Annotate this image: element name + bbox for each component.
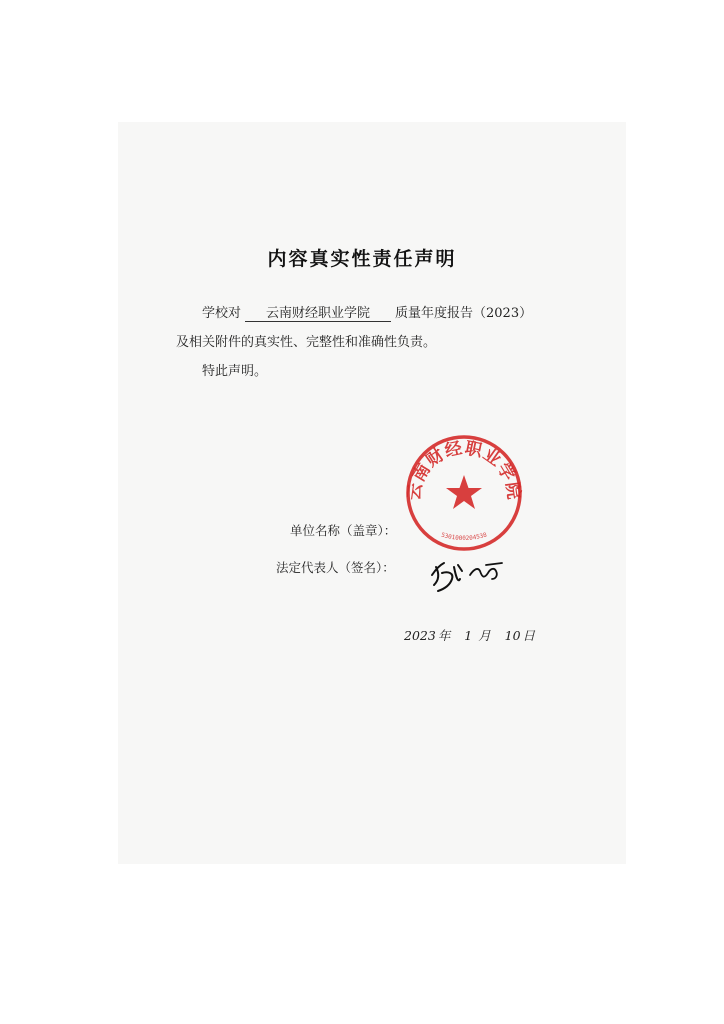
document-title: 内容真实性责任声明: [267, 248, 457, 270]
handwritten-signature: [428, 553, 508, 595]
statement-line-2: 及相关附件的真实性、完整性和准确性负责。: [176, 335, 437, 350]
statement-line-1: [202, 302, 532, 322]
seal-code-text: 5301000204538: [440, 531, 488, 542]
date-year: 2023: [404, 628, 436, 643]
unit-name-label: 单位名称（盖章）：: [290, 523, 397, 538]
svg-text:5301000204538: [440, 531, 488, 542]
legal-rep-label: 法定代表人（签名）：: [276, 560, 395, 575]
line1-suffix: 质量年度报告（2023）: [395, 306, 533, 321]
date-year-unit: 年: [437, 628, 451, 643]
signing-date: [404, 626, 537, 644]
official-seal-stamp: [398, 433, 530, 553]
seal-arc-text: 云南财经职业学院: [404, 438, 524, 502]
date-month-unit: 月: [478, 628, 491, 643]
school-name-field: 云南财经职业学院: [245, 302, 391, 322]
date-day-unit: 日: [522, 628, 536, 643]
date-month: 1: [464, 628, 473, 643]
date-day: 10: [504, 628, 521, 643]
line1-prefix: 学校对: [202, 306, 242, 321]
seal-star-icon: [446, 475, 482, 509]
statement-line-3: 特此声明。: [202, 364, 268, 379]
scanned-page-background: [118, 122, 626, 864]
